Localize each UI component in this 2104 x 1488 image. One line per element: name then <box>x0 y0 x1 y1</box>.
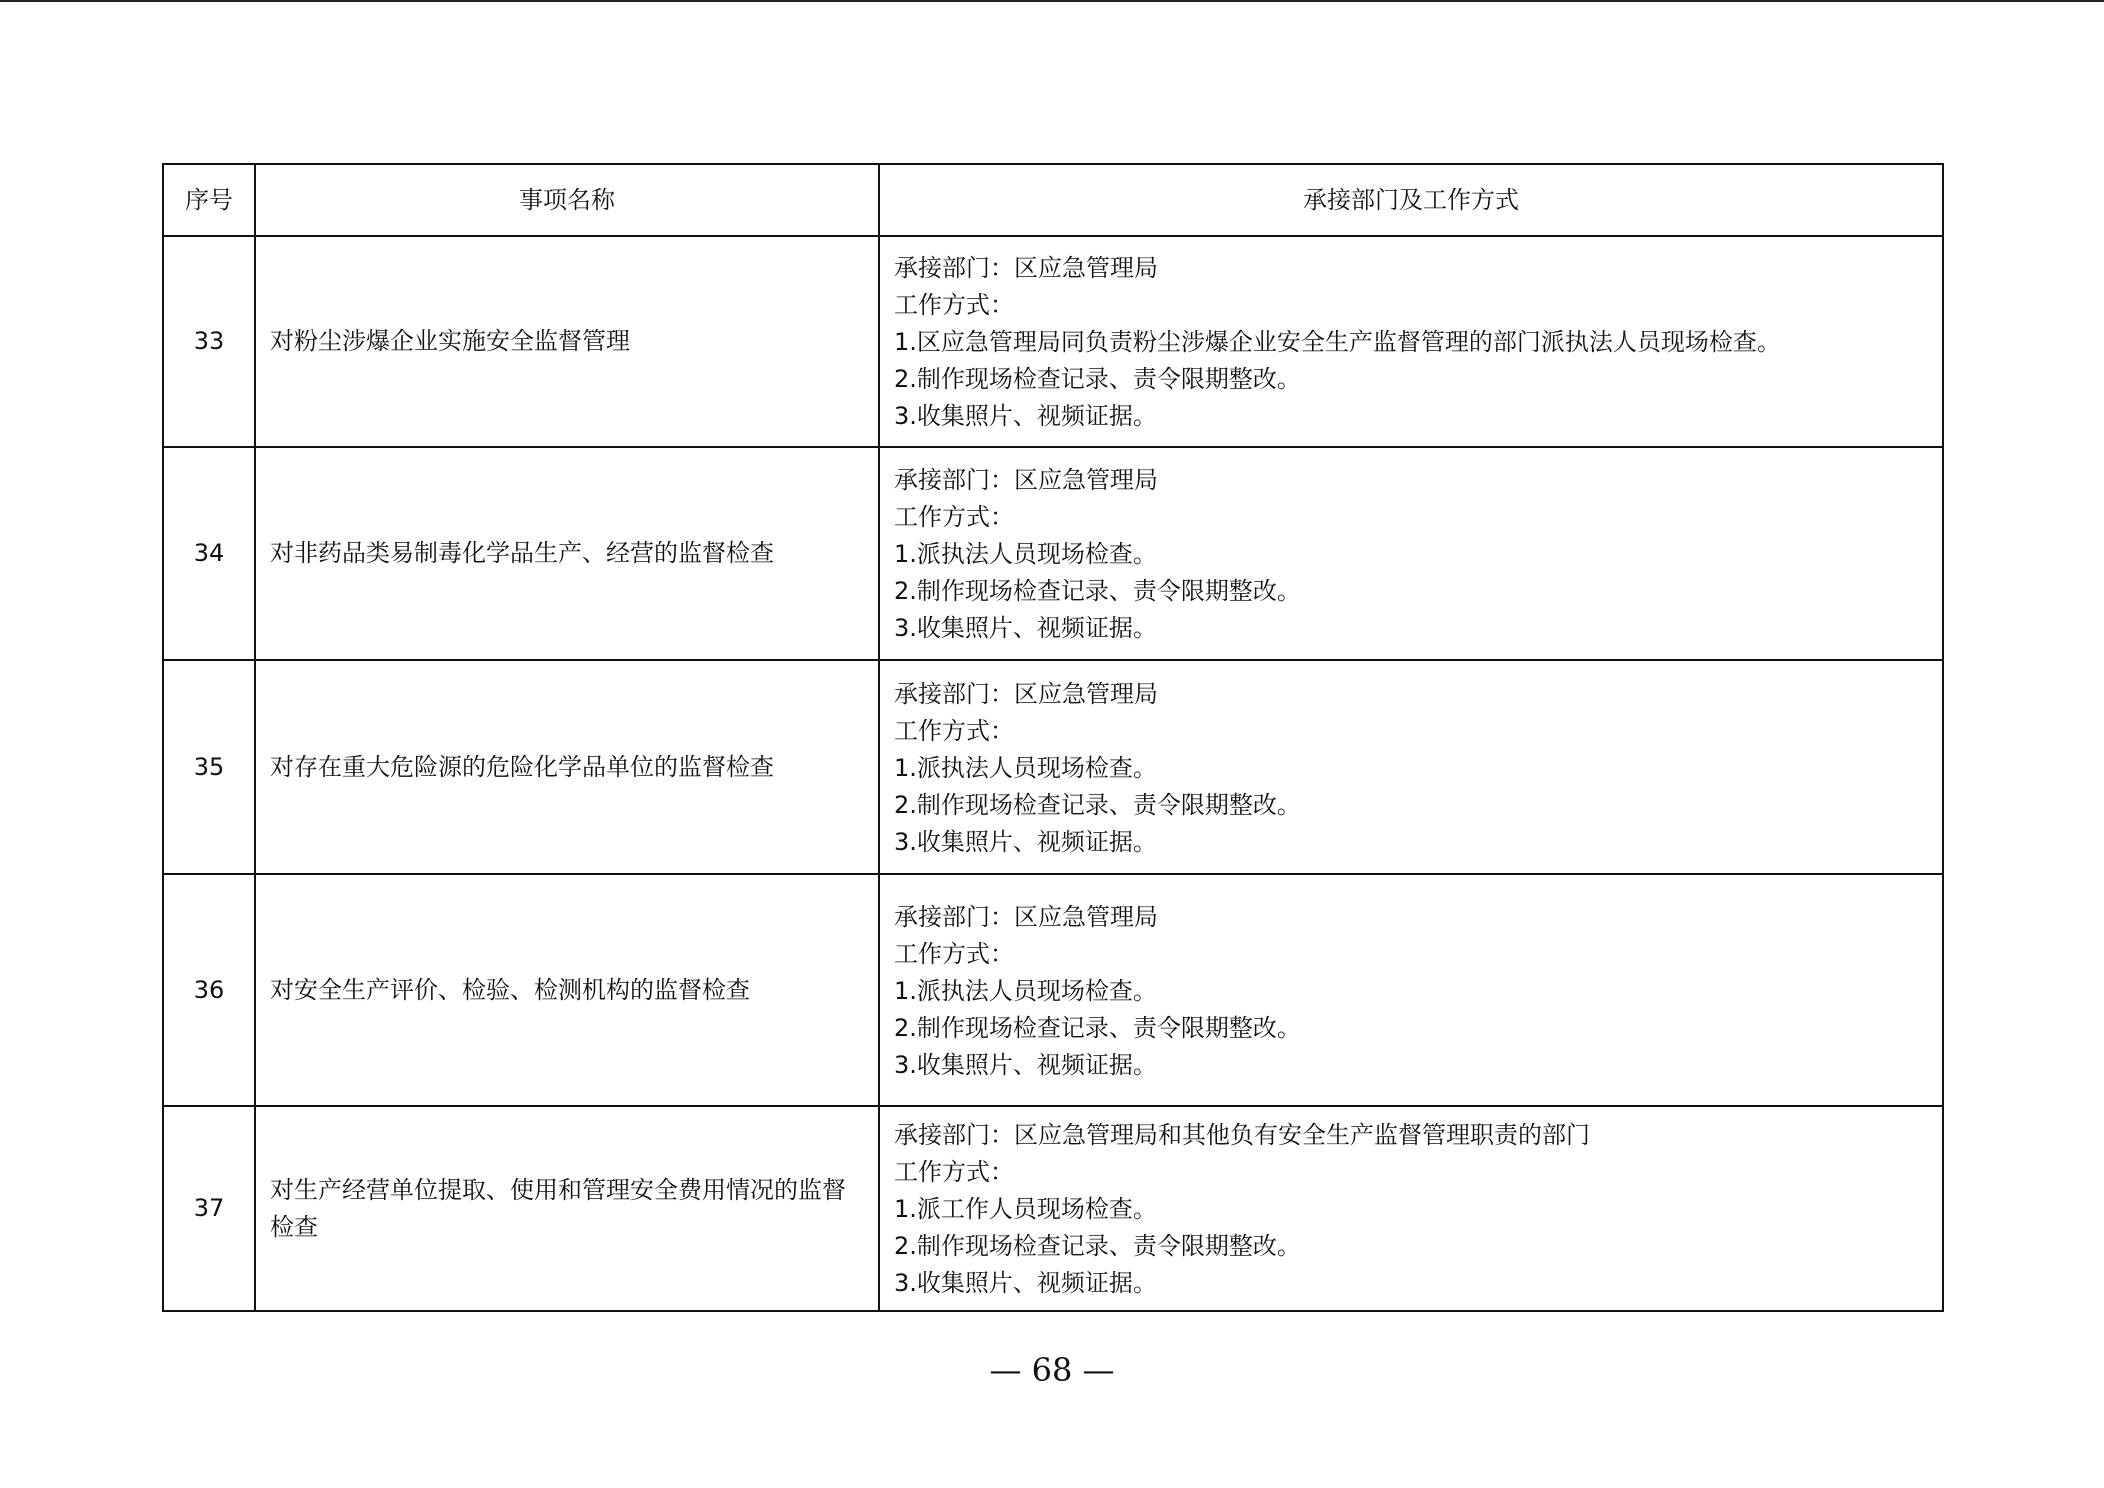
method-step: 2.制作现场检查记录、责令限期整改。 <box>894 790 1301 819</box>
method-step: 3.收集照片、视频证据。 <box>894 402 1157 430</box>
row-number: 35 <box>163 660 255 874</box>
department-line: 承接部门：区应急管理局和其他负有安全生产监督管理职责的部门 <box>894 1121 1590 1149</box>
row-department-method <box>879 447 1943 660</box>
method-step: 1.派工作人员现场检查。 <box>894 1195 1157 1223</box>
method-label: 工作方式： <box>894 291 1014 319</box>
row-department-method <box>879 1106 1943 1311</box>
department-line: 承接部门：区应急管理局 <box>894 466 1158 494</box>
method-step: 1.派执法人员现场检查。 <box>894 753 1157 782</box>
row-item-name: 对存在重大危险源的危险化学品单位的监督检查 <box>255 660 879 874</box>
table-header-row <box>163 164 1943 236</box>
top-border-line <box>0 0 2104 2</box>
row-item-name: 对非药品类易制毒化学品生产、经营的监督检查 <box>255 447 879 660</box>
table-row <box>163 874 1943 1106</box>
row-item-name: 对粉尘涉爆企业实施安全监督管理 <box>255 236 879 447</box>
responsibility-table <box>162 163 1944 1312</box>
method-label: 工作方式： <box>894 503 1014 531</box>
department-line: 承接部门：区应急管理局 <box>894 679 1158 708</box>
row-number: 37 <box>163 1106 255 1311</box>
row-number: 33 <box>163 236 255 447</box>
method-step: 3.收集照片、视频证据。 <box>894 827 1157 856</box>
row-department-method <box>879 874 1943 1106</box>
header-item-name: 事项名称 <box>255 164 879 236</box>
method-step: 2.制作现场检查记录、责令限期整改。 <box>894 577 1301 605</box>
method-step: 1.派执法人员现场检查。 <box>894 976 1157 1005</box>
row-item-name: 对安全生产评价、检验、检测机构的监督检查 <box>255 874 879 1106</box>
department-line: 承接部门：区应急管理局 <box>894 902 1158 931</box>
table-row <box>163 447 1943 660</box>
header-department-method: 承接部门及工作方式 <box>879 164 1943 236</box>
department-line: 承接部门：区应急管理局 <box>894 254 1158 282</box>
method-label: 工作方式： <box>894 1158 1014 1186</box>
row-item-name: 对生产经营单位提取、使用和管理安全费用情况的监督检查 <box>255 1106 879 1311</box>
method-step: 2.制作现场检查记录、责令限期整改。 <box>894 1232 1301 1260</box>
method-label: 工作方式： <box>894 716 1014 745</box>
row-number: 36 <box>163 874 255 1106</box>
method-label: 工作方式： <box>894 939 1014 968</box>
method-step: 2.制作现场检查记录、责令限期整改。 <box>894 365 1301 393</box>
method-step: 2.制作现场检查记录、责令限期整改。 <box>894 1013 1301 1042</box>
method-step: 3.收集照片、视频证据。 <box>894 1269 1157 1297</box>
table-row <box>163 660 1943 874</box>
table-row <box>163 1106 1943 1311</box>
table-row <box>163 236 1943 447</box>
row-number: 34 <box>163 447 255 660</box>
row-department-method <box>879 660 1943 874</box>
page-number: — 68 — <box>989 1351 1115 1389</box>
method-step: 1.派执法人员现场检查。 <box>894 540 1157 568</box>
method-step: 1.区应急管理局同负责粉尘涉爆企业安全生产监督管理的部门派执法人员现场检查。 <box>894 328 1781 356</box>
row-department-method <box>879 236 1943 447</box>
method-step: 3.收集照片、视频证据。 <box>894 614 1157 642</box>
header-number: 序号 <box>163 164 255 236</box>
method-step: 3.收集照片、视频证据。 <box>894 1050 1157 1079</box>
